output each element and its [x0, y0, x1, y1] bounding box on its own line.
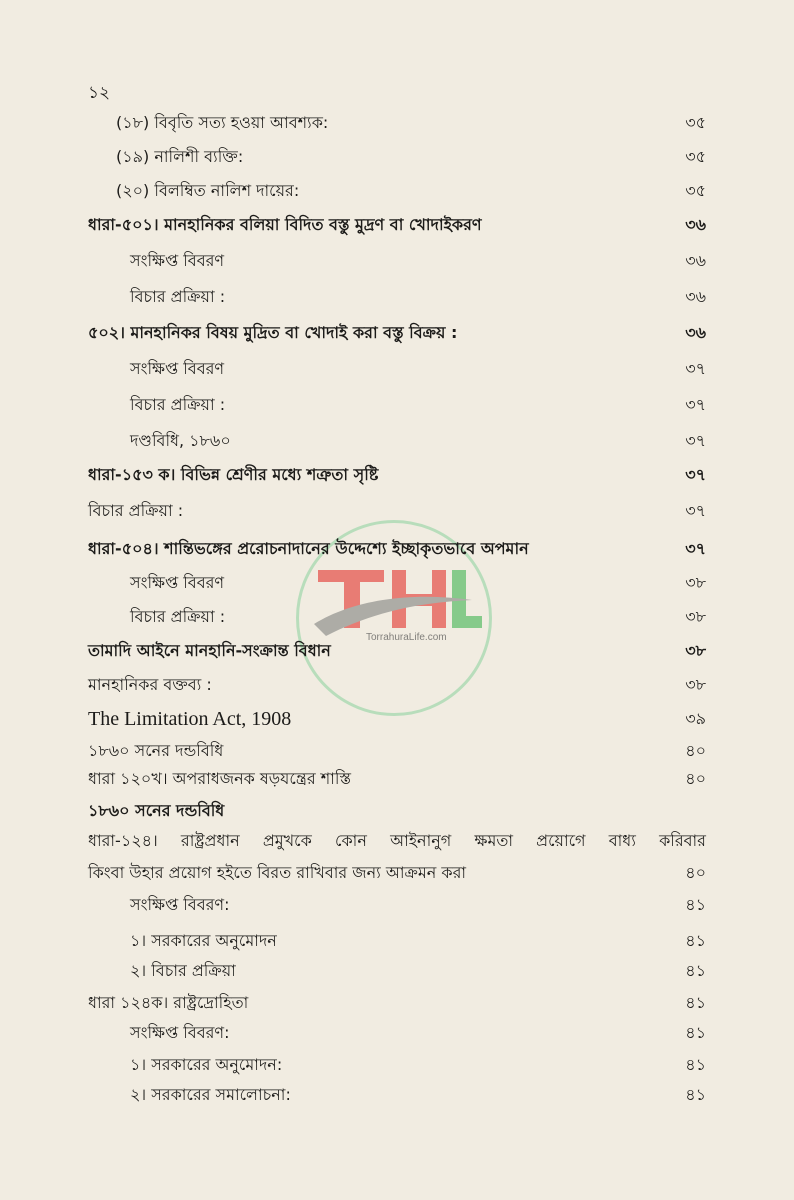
toc-entry-page: ৩৭	[685, 465, 706, 484]
toc-entry-title: দণ্ডবিধি, ১৮৬০	[130, 431, 231, 450]
toc-entry	[0, 1018, 794, 1048]
toc-entry-page: ৪০	[685, 769, 706, 788]
toc-entry-title: ১। সরকারের অনুমোদন	[130, 931, 277, 950]
toc-entry-page: ৩৮	[685, 675, 706, 694]
toc-entry-title: বিচার প্রক্রিয়া :	[88, 501, 184, 520]
toc-entry	[0, 704, 794, 734]
toc-entry-title: ধারা-১৫৩ ক। বিভিন্ন শ্রেণীর মধ্যে শত্রুতা সৃষ্টি	[88, 465, 379, 484]
toc-entry-title: সংক্ষিপ্ত বিবরণ	[130, 359, 225, 378]
toc-entry-title: বিচার প্রক্রিয়া :	[130, 287, 226, 306]
toc-entry-page: ৩৯	[685, 709, 706, 728]
toc-entry-page: ৩৭	[685, 359, 706, 378]
toc-entry-title: ১৮৬০ সনের দন্ডবিধি	[88, 741, 224, 760]
toc-entry	[0, 142, 794, 172]
toc-entry-page: ৩৫	[685, 147, 706, 166]
toc-entry-title: (১৮) বিবৃতি সত্য হওয়া আবশ্যক:	[116, 113, 329, 132]
toc-entry-title: ধারা-৫০৪। শান্তিভঙ্গের প্ররোচনাদানের উদ্দেশ্যে ইচ্ছাকৃতভাবে অপমান	[88, 539, 529, 558]
toc-entry-page: ৩৬	[685, 215, 706, 234]
toc-entry-page: ৩৮	[685, 641, 706, 660]
toc-entry-title: ধারা-৫০১। মানহানিকর বলিয়া বিদিত বস্তু মুদ্রণ বা খোদাইকরণ	[88, 215, 482, 234]
toc-entry-page: ৩৮	[685, 607, 706, 626]
toc-entry-title: সংক্ষিপ্ত বিবরণ:	[130, 1023, 230, 1042]
toc-entry-page: ৪১	[685, 993, 706, 1012]
toc-entry-title: (২০) বিলম্বিত নালিশ দায়ের:	[116, 181, 300, 200]
page-number: ১২	[88, 83, 111, 103]
toc-entry-page: ৩৮	[685, 573, 706, 592]
toc-entry-title: The Limitation Act, 1908	[88, 708, 292, 730]
toc-entry	[0, 736, 794, 766]
toc-entry-page: ৩৬	[685, 287, 706, 306]
toc-entry-title: ২। বিচার প্রক্রিয়া	[130, 961, 236, 980]
toc-entry	[0, 496, 794, 526]
toc-entry	[0, 568, 794, 598]
toc-entry	[0, 890, 794, 920]
toc-entry	[0, 390, 794, 420]
toc-entry-page: ৪০	[685, 741, 706, 760]
toc-entry	[0, 534, 794, 564]
toc-entry-page: ৪১	[685, 1055, 706, 1074]
toc-entry-page: ৩৬	[685, 251, 706, 270]
toc-entry-title: ধারা ১২৪ক। রাষ্ট্রদ্রোহিতা	[88, 993, 249, 1012]
toc-entry	[0, 318, 794, 348]
toc-entry	[0, 282, 794, 312]
toc-entry-page: ৩৭	[685, 501, 706, 520]
toc-entry-title: ধারা ১২০খ। অপরাধজনক ষড়যন্ত্রের শাস্তি	[88, 769, 351, 788]
toc-entry-page: ৪১	[685, 1023, 706, 1042]
toc-entry-title: ১। সরকারের অনুমোদন:	[130, 1055, 283, 1074]
toc-entry	[0, 460, 794, 490]
toc-entry-title: বিচার প্রক্রিয়া :	[130, 607, 226, 626]
toc-entry-page: ৪১	[685, 895, 706, 914]
toc-entry-page: ৩৭	[685, 395, 706, 414]
toc-entry	[0, 1050, 794, 1080]
toc-entry-wrapped	[88, 826, 706, 856]
toc-entry	[0, 602, 794, 632]
watermark-site: TorrahuraLife.com	[366, 632, 447, 643]
toc-entry-title: সংক্ষিপ্ত বিবরণ:	[130, 895, 230, 914]
toc-entry-title: বিচার প্রক্রিয়া :	[130, 395, 226, 414]
toc-entry	[0, 354, 794, 384]
toc-entry-title: মানহানিকর বক্তব্য :	[88, 675, 212, 694]
toc-entry	[0, 1080, 794, 1110]
toc-entry-page: ৪১	[685, 961, 706, 980]
toc-entry	[0, 176, 794, 206]
toc-entry-wrapped-line2	[0, 858, 794, 888]
toc-entry-title: ২। সরকারের সমালোচনা:	[130, 1085, 291, 1104]
toc-entry-title-line2: কিংবা উহার প্রয়োগ হইতে বিরত রাখিবার জন্য আক্রমন করা	[88, 863, 467, 882]
toc-entry-page: ৪০	[685, 863, 706, 882]
toc-entry-title-line1: ধারা-১২৪। রাষ্ট্রপ্রধান প্রমুখকে কোন আইনানুগ ক্ষমতা প্রয়োগে বাধ্য করিবার	[88, 831, 706, 850]
toc-entry	[0, 670, 794, 700]
toc-entry-title: ৫০২। মানহানিকর বিষয় মুদ্রিত বা খোদাই করা বস্তু বিক্রয় :	[88, 323, 458, 342]
toc-entry-title: (১৯) নালিশী ব্যক্তি:	[116, 147, 244, 166]
toc-entry	[0, 636, 794, 666]
toc-entry-page: ৩৭	[685, 431, 706, 450]
toc-entry	[0, 210, 794, 240]
toc-entry-page: ৩৫	[685, 181, 706, 200]
toc-entry	[0, 246, 794, 276]
toc-entry-page: ৩৫	[685, 113, 706, 132]
toc-entry-title: সংক্ষিপ্ত বিবরণ	[130, 573, 225, 592]
toc-entry-title: তামাদি আইনে মানহানি-সংক্রান্ত বিধান	[88, 641, 331, 660]
toc-entry	[0, 926, 794, 956]
toc-entry	[0, 988, 794, 1018]
toc-entry-title: ১৮৬০ সনের দন্ডবিধি	[88, 801, 225, 820]
toc-entry-page: ৩৬	[685, 323, 706, 342]
toc-entry	[0, 426, 794, 456]
toc-entry-title: সংক্ষিপ্ত বিবরণ	[130, 251, 225, 270]
toc-entry-page: ৪১	[685, 931, 706, 950]
toc-entry-page: ৪১	[685, 1085, 706, 1104]
toc-entry	[0, 956, 794, 986]
toc-entry	[0, 796, 794, 826]
toc-entry-page: ৩৭	[685, 539, 706, 558]
toc-entry	[0, 764, 794, 794]
toc-entry	[0, 108, 794, 138]
